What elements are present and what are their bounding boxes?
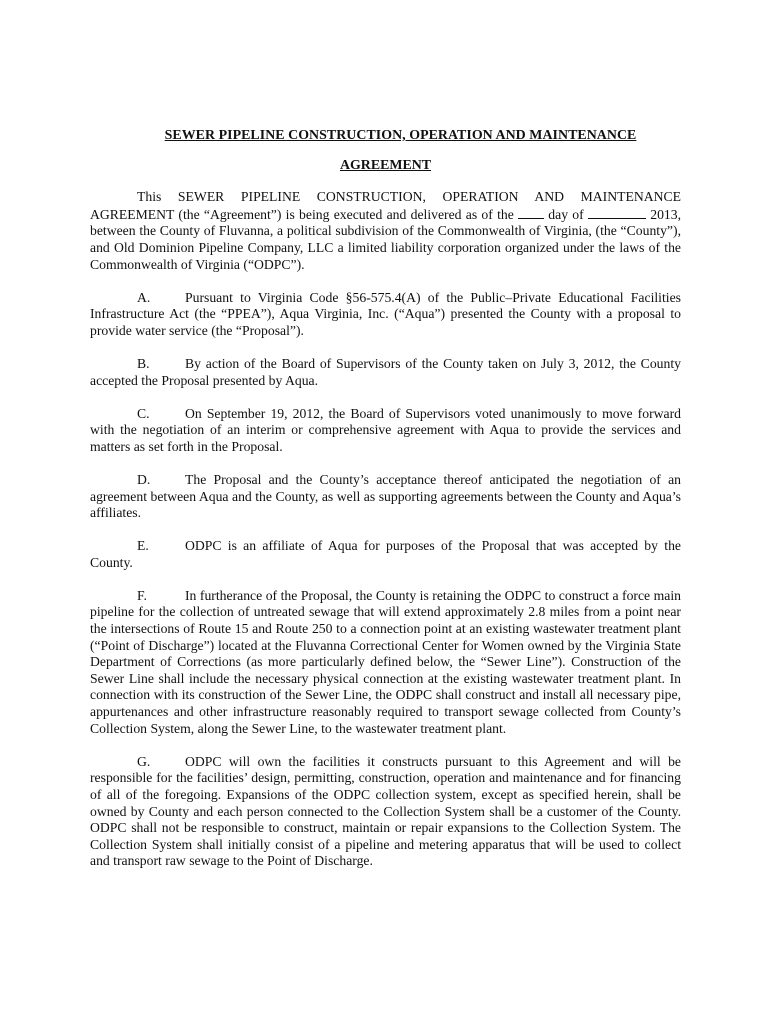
intro-text-part1: This SEWER PIPELINE CONSTRUCTION, OPERATION AND MAINTENANCE AGREEMENT (the “Agreement”) is being executed and delivered as of the [90, 189, 681, 222]
recital-a [90, 290, 681, 340]
month-blank [588, 206, 646, 219]
recital-d [90, 472, 681, 522]
recital-letter: C. [137, 405, 150, 421]
recital-b [90, 356, 681, 389]
recital-e [90, 538, 681, 571]
recital-letter: B. [137, 355, 150, 371]
recital-text: By action of the Board of Supervisors of the County taken on July 3, 2012, the County accepted the Proposal presented by Aqua. [90, 355, 681, 388]
recital-f [90, 588, 681, 737]
intro-text-part2: day of [548, 206, 584, 222]
recital-text: On September 19, 2012, the Board of Supervisors voted unanimously to move forward with the negotiation of an interim or comprehensive agreement with Aqua to provide the services and matters as set forth in the Proposal. [90, 405, 681, 454]
recital-text: In furtherance of the Proposal, the County is retaining the ODPC to construct a force main pipeline for the collection of untreated sewage that will extend approximately 2.8 miles from a point near the intersections of Route 15 and Route 250 to a connection point at an existing wastewater treatment plant (“Point of Discharge”) located at the Fluvanna Correctional Center for Women owned by the Virginia State Department of Corrections (as more particularly defined below, the “Sewer Line”). Construction of the Sewer Line shall include the necessary physical connection at the existing wastewater treatment plant. In connection with its construction of the Sewer Line, the ODPC shall construct and install all necessary pipe, appurtenances and other infrastructure reasonably required to transport sewage collected from County’s Collection System, along the Sewer Line, to the wastewater treatment plant. [90, 587, 681, 736]
document-title: SEWER PIPELINE CONSTRUCTION, OPERATION AND MAINTENANCE [164, 128, 637, 143]
recital-text: The Proposal and the County’s acceptance thereof anticipated the negotiation of an agreement between Aqua and the County, as well as supporting agreements between the County and Aqua’s affiliates. [90, 471, 681, 521]
document-body [90, 128, 681, 886]
recital-g [90, 754, 681, 870]
recital-letter: E. [137, 538, 149, 554]
recital-text: Pursuant to Virginia Code §56-575.4(A) of the Public–Private Educational Facilities Infrastructure Act (the “PPEA”), Aqua Virginia, Inc. (“Aqua”) presented the County with a proposal to provide water service (the “Proposal”). [90, 289, 681, 338]
intro-text-part3: 2013, between the County of Fluvanna, a political subdivision of the Commonwealth of Virginia, (the “County”), and Old Dominion Pipeline Company, LLC a limited liability corporation organized under the laws of the Commonwealth of Virginia (“ODPC”). [90, 206, 682, 272]
recital-letter: F. [137, 587, 147, 603]
intro-paragraph [90, 189, 681, 273]
day-blank [518, 206, 544, 219]
recital-letter: A. [137, 289, 151, 305]
recital-letter: D. [137, 471, 151, 487]
recital-c [90, 406, 681, 456]
recital-text: ODPC will own the facilities it constructs pursuant to this Agreement and will be responsible for the facilities’ design, permitting, construction, operation and maintenance and for financing of all of the foregoing. Expansions of the ODPC collection system, except as specified herein, shall be owned by County and each person connected to the Collection System shall be a customer of the County. ODPC shall not be responsible to construct, maintain or repair expansions to the Collection System. The Collection System shall initially consist of a pipeline and metering apparatus that will be used to collect and transport raw sewage to the Point of Discharge. [90, 753, 681, 869]
recital-text: ODPC is an affiliate of Aqua for purposes of the Proposal that was accepted by the County. [90, 538, 681, 570]
recital-letter: G. [137, 753, 151, 769]
document-subtitle: AGREEMENT [339, 157, 432, 173]
